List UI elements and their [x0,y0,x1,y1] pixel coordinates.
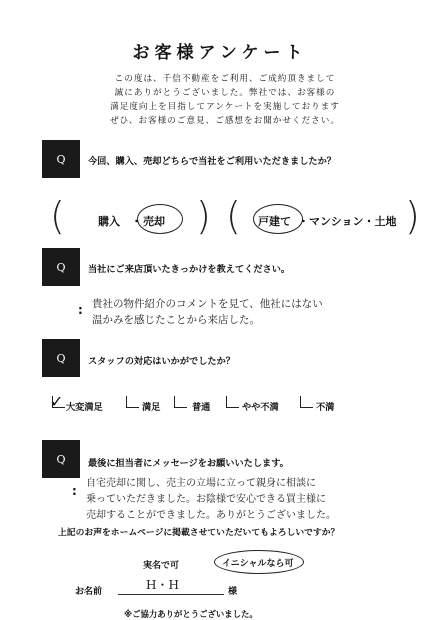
option-house: 戸建て [258,215,291,228]
checkbox-somewhat-dissatisfied [226,396,239,408]
left-bracket: ( [50,194,65,238]
checkbox-satisfied [126,396,139,408]
answer-line: 売却することができました。ありがとうございました。 [86,510,336,521]
name-underline [118,594,224,595]
checkbox-very-satisfied [52,396,65,408]
option-neutral: 普通 [192,402,211,413]
answer-line: 貴社の物件紹介のコメントを見て、他社にはない [92,298,323,310]
answer-line: 自宅売却に関し、売主の立場に立って親身に相談に [86,478,316,489]
intro-line: 満足度向上を目指してアンケートを実施しております [110,102,340,112]
initials-option: イニシャルなら可 [222,559,294,569]
option-very-satisfied: 大変満足 [66,402,103,413]
left-bracket: ( [226,194,241,238]
bullet: : [78,303,83,317]
bullet: : [72,484,77,498]
right-bracket: ) [405,194,420,238]
answer-line: 乗っていただきました。お陰様で安心できる買主様に [86,494,326,505]
honorific: 様 [228,587,238,597]
checkbox-dissatisfied [300,396,313,408]
q3-marker: Q [42,339,80,377]
survey-title: お客様アンケート [132,43,308,63]
option-satisfied: 満足 [142,402,161,413]
right-bracket: ) [196,194,211,238]
q2-answer [92,296,323,328]
intro-line: 誠にありがとうございました。弊社では、お客様の [114,88,336,98]
check-mark: ✓ [50,392,64,411]
thanks-note: ※ご協力ありがとうございました。 [124,609,258,619]
publish-question: 上記のお声をホームページに掲載させていただいてもよろしいですか？ [58,528,340,538]
q4-answer [86,476,336,524]
q2-question: 当社にご来店頂いたきっかけを教えてください。 [88,264,291,275]
q2-marker: Q [42,248,80,286]
intro-text [40,72,410,128]
answer-line: 温かみを感じたことから来店した。 [92,314,260,326]
name-value: H・H [146,578,179,592]
q3-question: スタッフの対応はいかがでしたか？ [88,356,235,367]
q4-question: 最後に担当者にメッセージをお願いいたします。 [88,458,289,469]
intro-line: ぜひ、お客様のご意見、ご感想をお聞かせください。 [110,116,340,126]
q1-marker: Q [42,140,80,178]
real-name-option: 実名で可 [143,561,180,571]
q1-question: 今回、購入、売却どちらで当社をご利用いただきましたか？ [88,156,336,167]
intro-line: この度は、千信不動産をご利用、ご成約頂きまして [114,74,336,84]
option-purchase: 購入 [98,215,120,228]
option-dissatisfied: 不満 [316,402,335,413]
checkbox-neutral [174,396,187,408]
name-label: お名前 [75,587,103,597]
option-mansion-land: ・マンション・土地 [298,215,397,228]
option-somewhat-dissatisfied: やや不満 [242,402,279,413]
option-separator: ・ [131,215,142,228]
option-sale: 売却 [143,215,165,228]
q4-marker: Q [42,440,80,478]
